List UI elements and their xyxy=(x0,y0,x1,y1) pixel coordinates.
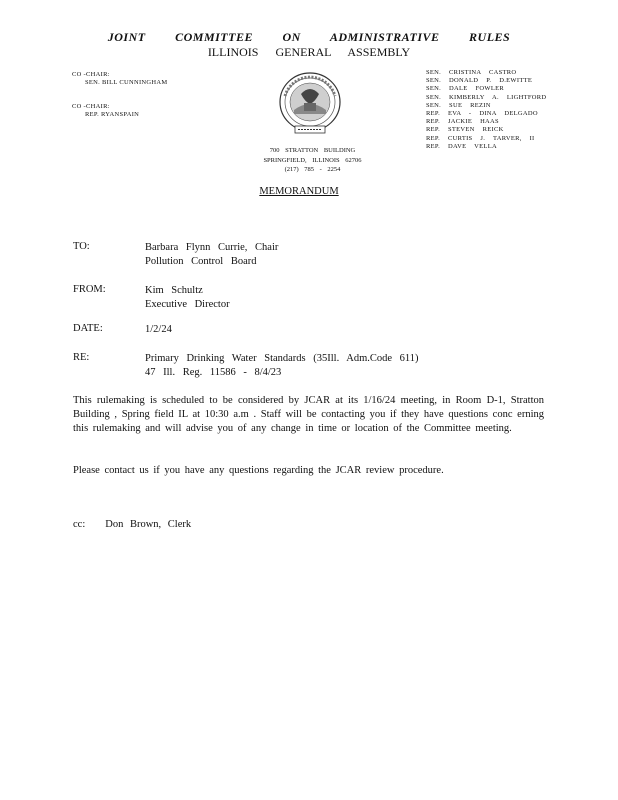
date-label: DATE: xyxy=(73,323,103,334)
from-line: Executive Director xyxy=(145,299,230,310)
cc-line xyxy=(73,519,191,530)
date-value: 1/2/24 xyxy=(145,324,172,335)
address-phone: (217) 785 - 2254 xyxy=(284,166,341,173)
members-list xyxy=(426,69,546,151)
cochair-block-1 xyxy=(72,71,168,87)
cc-value: Don Brown, Clerk xyxy=(105,519,192,530)
cochair-name: SEN. BILL CUNNINGHAM xyxy=(85,79,168,87)
from-label: FROM: xyxy=(73,284,106,295)
member-name: SEN. SUE REZIN xyxy=(426,101,491,109)
member-name: REP. STEVEN REICK xyxy=(426,126,504,134)
re-line: Primary Drinking Water Standards (35Ill. Adm.Code 611) xyxy=(145,353,419,364)
memo-heading xyxy=(0,186,618,197)
to-value xyxy=(145,241,278,269)
member-name: REP. CURTIS J. TARVER, II xyxy=(426,134,535,142)
member-name: SEN. DONALD P. D.EWITTE xyxy=(426,77,533,85)
assembly-subtitle: ILLINOIS GENERAL ASSEMBLY xyxy=(207,45,411,59)
cochair-label: CO -CHAIR: xyxy=(72,103,110,110)
re-value xyxy=(145,352,419,380)
address-block xyxy=(240,146,385,175)
cochair-name: REP. RYANSPAIN xyxy=(85,111,140,119)
cc-label: cc: xyxy=(73,519,86,530)
contact-paragraph: Please contact us if you have any questions regarding the JCAR review procedure. xyxy=(73,465,444,476)
to-line: Pollution Control Board xyxy=(145,256,257,267)
from-value xyxy=(145,284,230,312)
re-line: 47 Ill. Reg. 11586 - 8/4/23 xyxy=(145,367,282,378)
member-name: REP. JACKIE HAAS xyxy=(426,118,499,126)
member-name: REP. EVA - DINA DELGADO xyxy=(426,110,538,118)
address-city: SPRINGFIELD, ILLINOIS 62706 xyxy=(263,156,362,164)
member-name: SEN. CRISTINA CASTRO xyxy=(426,69,517,76)
from-line: Kim Schultz xyxy=(145,285,203,296)
cochair-block-2 xyxy=(72,103,139,119)
address-street: 700 STRATTON BUILDING xyxy=(269,147,356,154)
member-name: SEN. DALE FOWLER xyxy=(426,85,505,93)
re-label: RE: xyxy=(73,352,90,363)
committee-title: JOINT COMMITTEE ON ADMINISTRATIVE RULES xyxy=(107,30,511,44)
to-label: TO: xyxy=(73,241,90,252)
member-name: SEN. KIMBERLY A. LIGHTFORD xyxy=(426,93,547,101)
cochair-label: CO -CHAIR: xyxy=(72,71,110,78)
body-paragraph: This rulemaking is scheduled to be considered by JCAR at its 1/16/24 meeting, in Room D-1, Stratton Building , Spring field IL at 10:30 a.m . Staff will be contacting you if they have questions conc erning this rulemaking and will advise you of any change in time or location of the Committee meeting. xyxy=(73,395,544,434)
member-name: REP. DAVE VELLA xyxy=(426,142,497,150)
memo-heading-text: MEMORANDUM xyxy=(259,186,339,197)
state-seal-icon xyxy=(271,70,349,140)
to-line: Barbara Flynn Currie, Chair xyxy=(145,242,279,253)
